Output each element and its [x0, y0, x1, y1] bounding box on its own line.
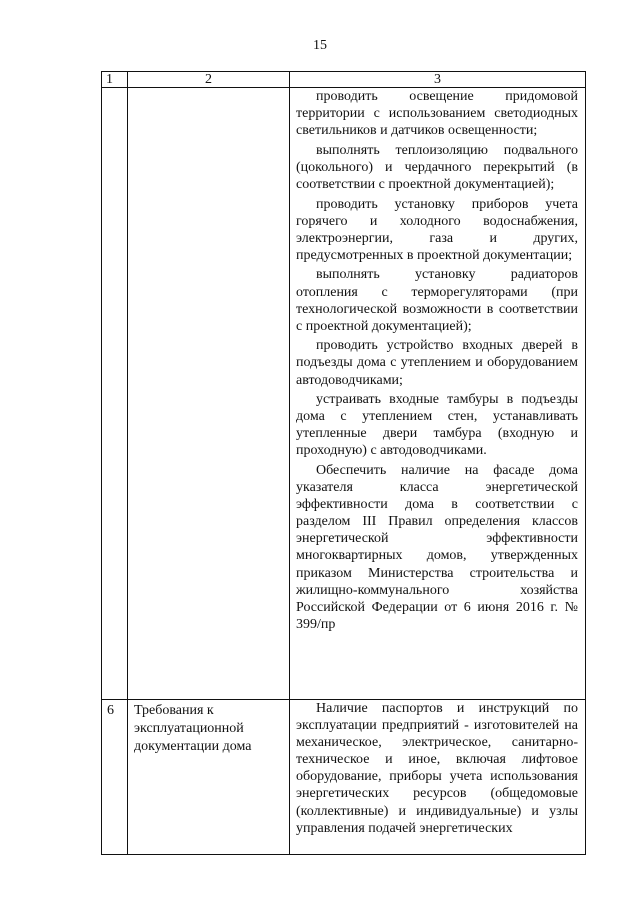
column-header-1: 1	[102, 72, 128, 88]
content-paragraph: проводить освещение придомовой территории с использованием светодиодных светильников и датчиков освещенности;	[296, 89, 578, 139]
row-number-cell: 6	[102, 700, 128, 855]
table-header-row	[102, 72, 586, 88]
content-paragraph: устраивать входные тамбуры в подъезды дома с утеплением стен, устанавливать утепленные двери тамбура (входную и проходную) с автодоводчиками.	[296, 392, 578, 459]
table-row	[102, 88, 586, 700]
requirements-table	[101, 71, 586, 855]
requirement-content-cell	[290, 88, 586, 700]
content-paragraph: выполнять установку радиаторов отопления с терморегуляторами (при технологической возможности в соответствии с проектной документацией);	[296, 267, 578, 334]
column-header-2: 2	[128, 72, 290, 88]
requirement-content-cell	[290, 700, 586, 855]
content-paragraph: Обеспечить наличие на фасаде дома указателя класса энергетической эффективности дома в соответствии с разделом III Правил определения классов энергетической эффективности многоквартирных домов, утвержденных приказом Министерства строительства и жилищно-коммунального хозяйства Российской Федерации от 6 июня 2016 г. № 399/пр	[296, 462, 578, 632]
requirement-name-cell: Требования к эксплуатационной документации дома	[128, 700, 290, 855]
content-paragraph: выполнять теплоизоляцию подвального (цокольного) и чердачного перекрытий (в соответствии с проектной документацией);	[296, 142, 578, 192]
row-number-cell	[102, 88, 128, 700]
page-number: 15	[313, 38, 327, 53]
table-row	[102, 700, 586, 855]
content-paragraph: Наличие паспортов и инструкций по эксплуатации предприятий - изготовителей на механическое, электрическое, санитарно-техническое и иное, включая лифтовое оборудование, приборы учета использования энергетических ресурсов (общедомовые (коллективные) и индивидуальные) и узлы управления подачей энергетических	[296, 701, 578, 836]
content-paragraph: проводить установку приборов учета горячего и холодного водоснабжения, электроэнергии, газа и других, предусмотренных в проектной документации;	[296, 196, 578, 263]
requirement-name-cell	[128, 88, 290, 700]
column-header-3: 3	[290, 72, 586, 88]
content-paragraph: проводить устройство входных дверей в подъезды дома с утеплением и оборудованием автодоводчиками;	[296, 338, 578, 388]
